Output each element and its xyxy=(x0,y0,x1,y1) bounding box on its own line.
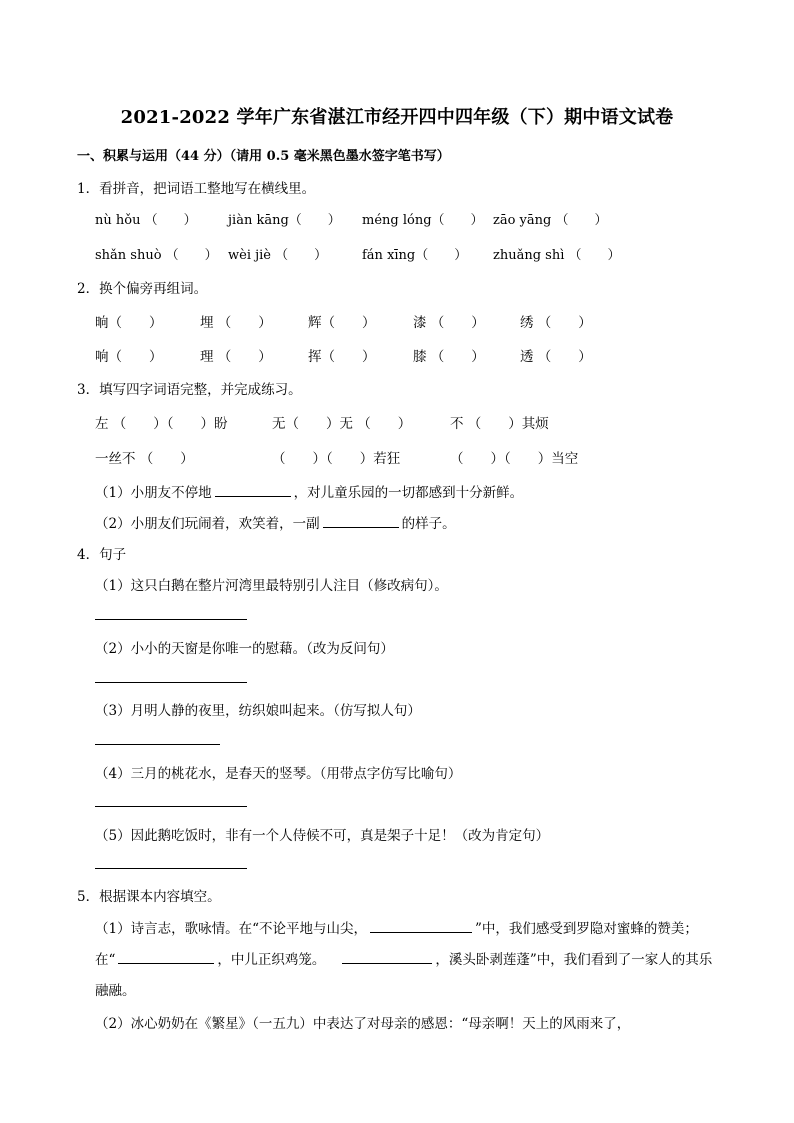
pinyin-item: zhuǎng shì （ ） xyxy=(493,248,621,263)
idiom-exercise-2 xyxy=(95,512,456,532)
fill-line-4: （2）冰心奶奶在《繁星》（一五九）中表达了对母亲的感恩：“母亲啊！天上的风雨来了， xyxy=(95,1016,631,1032)
pinyin-item: shǎn shuò （ ） xyxy=(95,248,218,263)
sentence-item: （4）三月的桃花水，是春天的竖琴。（用带点字仿写比喻句） xyxy=(95,766,462,782)
question-2-stem: 2．换个偏旁再组词。 xyxy=(77,281,208,297)
answer-blank[interactable] xyxy=(118,950,214,964)
answer-blank[interactable] xyxy=(323,514,399,528)
sentence-item: （1）这只白鹅在整片河湾里最特别引人注目（修改病句）。 xyxy=(95,578,448,594)
pinyin-item: fán xīng（ ） xyxy=(362,248,468,263)
idiom-exercise-1-suffix: ，对儿童乐园的一切都感到十分新鲜。 xyxy=(293,485,524,501)
radical-item: 透 （ ） xyxy=(520,349,592,365)
question-5-stem: 5．根据课本内容填空。 xyxy=(77,889,221,905)
sentence-item: （5）因此鹅吃饭时，非有一个人侍候不可，真是架子十足！（改为肯定句） xyxy=(95,828,550,844)
answer-blank[interactable] xyxy=(342,950,432,964)
answer-line[interactable] xyxy=(95,619,247,620)
fill-text: （1）诗言志，歌咏情。在“不论平地与山尖， xyxy=(95,921,367,937)
question-4-stem: 4．句子 xyxy=(77,547,127,563)
idiom-exercise-2-suffix: 的样子。 xyxy=(401,516,456,532)
idiom-item: 无（ ）无 （ ） xyxy=(272,416,412,432)
answer-line[interactable] xyxy=(95,682,247,683)
sentence-item: （3）月明人静的夜里，纺织娘叫起来。（仿写拟人句） xyxy=(95,703,421,719)
idiom-item: （ ）（ ）若狂 xyxy=(272,451,401,467)
fill-text: ”中，我们感受到罗隐对蜜蜂的赞美； xyxy=(475,921,698,937)
fill-text: 在“ xyxy=(95,952,116,968)
page-title: 2021-2022 学年广东省湛江市经开四中四年级（下）期中语文试卷 xyxy=(120,107,674,128)
pinyin-item: méng lóng（ ） xyxy=(362,213,484,228)
fill-line-1 xyxy=(95,917,698,937)
radical-item: 绣 （ ） xyxy=(520,315,592,331)
pinyin-item: jiàn kāng（ ） xyxy=(228,213,341,228)
radical-item: 辉（ ） xyxy=(308,315,376,331)
pinyin-item: zāo yāng （ ） xyxy=(493,213,608,228)
radical-item: 晌（ ） xyxy=(95,315,163,331)
fill-text: ，溪头卧剥莲蓬”中，我们看到了一家人的其乐 xyxy=(435,952,713,968)
idiom-exercise-1-prefix: （1）小朋友不停地 xyxy=(95,485,212,501)
fill-line-3: 融融。 xyxy=(95,983,136,999)
radical-item: 膝 （ ） xyxy=(413,349,485,365)
idiom-item: （ ）（ ）当空 xyxy=(450,451,579,467)
answer-blank[interactable] xyxy=(370,919,472,933)
sentence-item: （2）小小的天窗是你唯一的慰藉。（改为反问句） xyxy=(95,641,394,657)
answer-line[interactable] xyxy=(95,744,220,745)
answer-line[interactable] xyxy=(95,868,247,869)
radical-item: 挥（ ） xyxy=(308,349,376,365)
fill-text: ，中儿正织鸡笼。 xyxy=(217,952,326,968)
question-1-stem: 1．看拼音，把词语工整地写在横线里。 xyxy=(77,181,316,197)
radical-item: 理 （ ） xyxy=(200,349,272,365)
idiom-exercise-1 xyxy=(95,481,523,501)
radical-item: 漆 （ ） xyxy=(413,315,485,331)
answer-line[interactable] xyxy=(95,806,247,807)
idiom-item: 左 （ ）（ ）盼 xyxy=(95,416,228,432)
pinyin-item: nù hǒu （ ） xyxy=(95,213,197,228)
question-3-stem: 3．填写四字词语完整，并完成练习。 xyxy=(77,382,302,398)
radical-item: 响（ ） xyxy=(95,349,163,365)
idiom-item: 一丝不 （ ） xyxy=(95,451,194,467)
idiom-item: 不 （ ）其烦 xyxy=(450,416,549,432)
pinyin-item: wèi jiè （ ） xyxy=(228,248,328,263)
section-heading: 一、积累与运用（44 分）（请用 0.5 毫米黑色墨水签字笔书写） xyxy=(77,149,450,164)
radical-item: 埋 （ ） xyxy=(200,315,272,331)
fill-line-2 xyxy=(95,948,712,968)
answer-blank[interactable] xyxy=(215,483,291,497)
idiom-exercise-2-prefix: （2）小朋友们玩闹着，欢笑着，一副 xyxy=(95,516,320,532)
